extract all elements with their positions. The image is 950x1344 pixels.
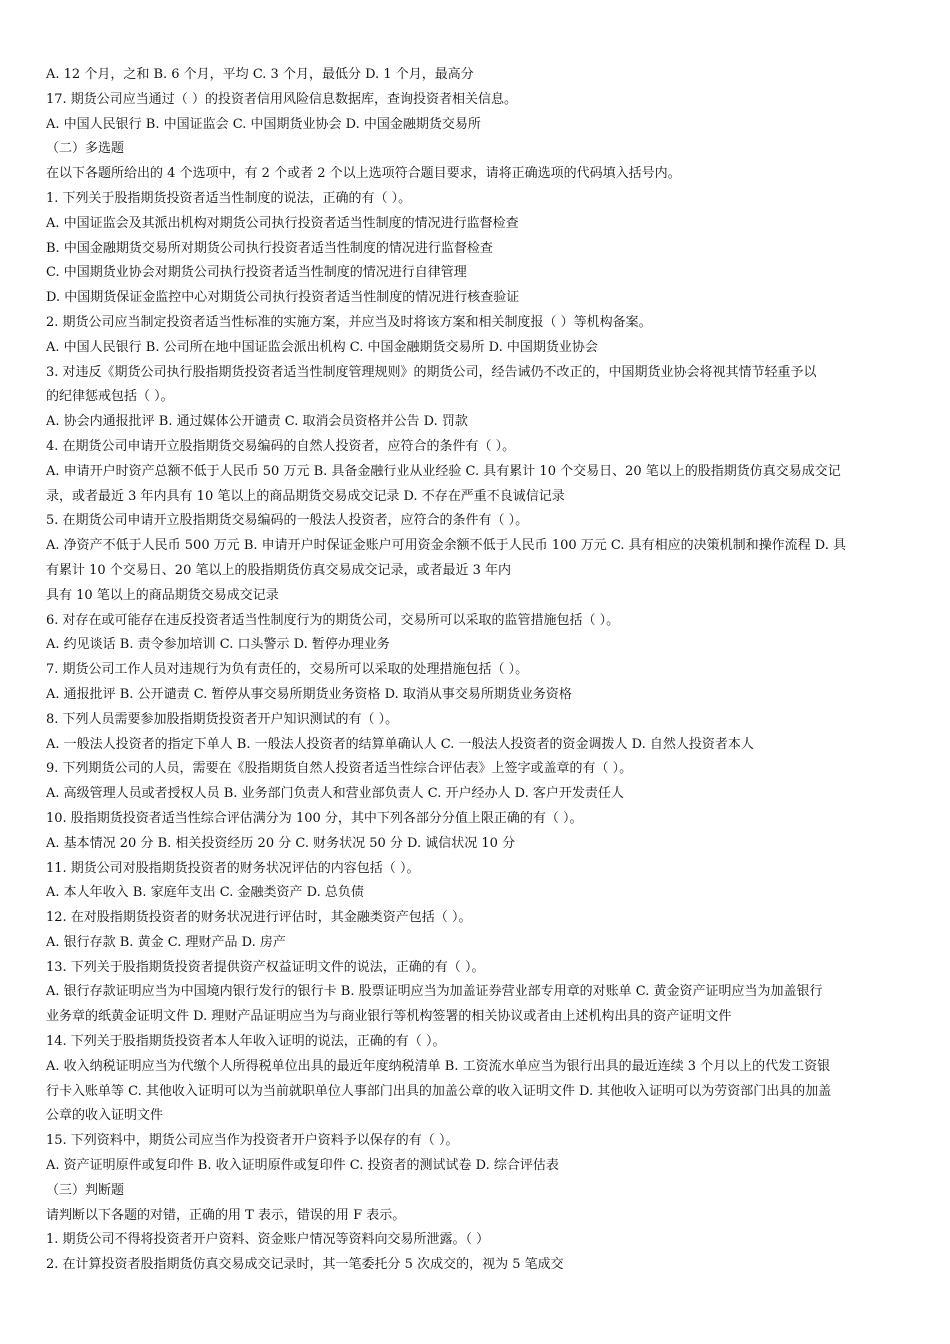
- mc-question-15: 15. 下列资料中，期货公司应当作为投资者开户资料予以保存的有（ ）。: [46, 1133, 459, 1149]
- mc-question-5-options-end: 具有 10 笔以上的商品期货交易成交记录: [46, 587, 279, 603]
- tf-question-2: 2. 在计算投资者股指期货仿真交易成交记录时，其一笔委托分 5 次成交的，视为 5 笔成交: [46, 1257, 564, 1273]
- mc-question-13-options: A. 银行存款证明应当为中国境内银行发行的银行卡 B. 股票证明应当为加盖证券营业部专用章的对账单 C. 黄金资产证明应当为加盖银行: [46, 984, 823, 1000]
- mc-question-15-options: A. 资产证明原件或复印件 B. 收入证明原件或复印件 C. 投资者的测试试卷 D. 综合评估表: [46, 1158, 559, 1174]
- mc-question-5-options-continued: 有累计 10 个交易日、20 笔以上的股指期货仿真交易成交记录，或者最近 3 年内: [46, 562, 512, 578]
- mc-question-4-options: A. 申请开户时资产总额不低于人民币 50 万元 B. 具备金融行业从业经验 C. 具有累计 10 个交易日、20 笔以上的股指期货仿真交易成交记: [46, 463, 841, 479]
- mc-question-13-options-continued: 业务章的纸黄金证明文件 D. 理财产品证明应当为与商业银行等机构签署的相关协议或者由上述机构出具的资产证明文件: [46, 1009, 732, 1025]
- mc-question-10-options: A. 基本情况 20 分 B. 相关投资经历 20 分 C. 财务状况 50 分 D. 诚信状况 10 分: [46, 835, 516, 851]
- mc-question-7-options: A. 通报批评 B. 公开谴责 C. 暂停从事交易所期货业务资格 D. 取消从事交易所期货业务资格: [46, 686, 572, 702]
- section-heading-true-false: （三）判断题: [46, 1182, 125, 1198]
- mc-question-11-options: A. 本人年收入 B. 家庭年支出 C. 金融类资产 D. 总负债: [46, 885, 364, 901]
- answer-options-q17: A. 中国人民银行 B. 中国证监会 C. 中国期货业协会 D. 中国金融期货交易所: [46, 116, 481, 132]
- answer-options-q16: A. 12 个月，之和 B. 6 个月，平均 C. 3 个月，最低分 D. 1 个月，最高分: [46, 67, 474, 82]
- mc-question-6-options: A. 约见谈话 B. 责令参加培训 C. 口头警示 D. 暂停办理业务: [46, 637, 390, 653]
- mc-question-1-option-d: D. 中国期货保证金监控中心对期货公司执行投资者适当性制度的情况进行核查验证: [46, 290, 520, 306]
- mc-question-6: 6. 对存在或可能存在违反投资者适当性制度行为的期货公司，交易所可以采取的监管措施包括（ ）。: [46, 612, 620, 628]
- mc-question-3-options: A. 协会内通报批评 B. 通过媒体公开谴责 C. 取消会员资格并公告 D. 罚款: [46, 414, 468, 430]
- mc-question-11: 11. 期货公司对股指期货投资者的财务状况评估的内容包括（ ）。: [46, 860, 420, 876]
- mc-question-5-options: A. 净资产不低于人民币 500 万元 B. 申请开户时保证金账户可用资金余额不低于人民币 100 万元 C. 具有相应的决策机制和操作流程 D. 具: [46, 538, 846, 554]
- mc-question-5: 5. 在期货公司申请开立股指期货交易编码的一般法人投资者，应符合的条件有（ ）。: [46, 513, 529, 529]
- section-heading-multiple-choice: （二）多选题: [46, 141, 125, 157]
- question-17: 17. 期货公司应当通过（ ）的投资者信用风险信息数据库，查询投资者相关信息。: [46, 91, 517, 107]
- mc-question-3-continued: 的纪律惩戒包括（ ）。: [46, 389, 174, 405]
- mc-question-4-options-continued: 录，或者最近 3 年内具有 10 笔以上的商品期货交易成交记录 D. 不存在严重不良诚信记录: [46, 488, 565, 504]
- mc-question-12-options: A. 银行存款 B. 黄金 C. 理财产品 D. 房产: [46, 934, 286, 950]
- mc-question-14-options-end: 公章的收入证明文件: [46, 1108, 164, 1124]
- mc-question-14-options-continued: 行卡入账单等 C. 其他收入证明可以为当前就职单位人事部门出具的加盖公章的收入证明文件 D. 其他收入证明可以为劳资部门出具的加盖: [46, 1083, 832, 1099]
- mc-question-8: 8. 下列人员需要参加股指期货投资者开户知识测试的有（ ）。: [46, 711, 399, 727]
- mc-question-14: 14. 下列关于股指期货投资者本人年收入证明的说法，正确的有（ ）。: [46, 1034, 446, 1050]
- mc-question-1: 1. 下列关于股指期货投资者适当性制度的说法，正确的有（ ）。: [46, 190, 412, 206]
- mc-question-1-option-b: B. 中国金融期货交易所对期货公司执行投资者适当性制度的情况进行监督检查: [46, 240, 493, 256]
- true-false-instructions: 请判断以下各题的对错，正确的用 T 表示，错误的用 F 表示。: [46, 1207, 406, 1223]
- mc-question-1-option-a: A. 中国证监会及其派出机构对期货公司执行投资者适当性制度的情况进行监督检查: [46, 215, 519, 231]
- mc-question-1-option-c: C. 中国期货业协会对期货公司执行投资者适当性制度的情况进行自律管理: [46, 265, 467, 281]
- mc-question-2: 2. 期货公司应当制定投资者适当性标准的实施方案，并应当及时将该方案和相关制度报（ ）等机构备案。: [46, 314, 652, 330]
- mc-question-3: 3. 对违反《期货公司执行股指期货投资者适当性制度管理规则》的期货公司，经告诫仍不改正的，中国期货业协会将视其情节轻重予以: [46, 364, 817, 380]
- tf-question-1: 1. 期货公司不得将投资者开户资料、资金账户情况等资料向交易所泄露。（ ）: [46, 1232, 490, 1248]
- mc-question-10: 10. 股指期货投资者适当性综合评估满分为 100 分，其中下列各部分分值上限正确的有（ ）。: [46, 810, 583, 826]
- mc-question-14-options: A. 收入纳税证明应当为代缴个人所得税单位出具的最近年度纳税清单 B. 工资流水单应当为银行出具的最近连续 3 个月以上的代发工资银: [46, 1058, 831, 1074]
- section-instructions: 在以下各题所给出的 4 个选项中，有 2 个或者 2 个以上选项符合题目要求，请将正确选项的代码填入括号内。: [46, 166, 681, 182]
- mc-question-9-options: A. 高级管理人员或者授权人员 B. 业务部门负责人和营业部负责人 C. 开户经办人 D. 客户开发责任人: [46, 786, 624, 802]
- mc-question-2-options: A. 中国人民银行 B. 公司所在地中国证监会派出机构 C. 中国金融期货交易所 D. 中国期货业协会: [46, 339, 598, 355]
- mc-question-8-options: A. 一般法人投资者的指定下单人 B. 一般法人投资者的结算单确认人 C. 一般法人投资者的资金调拨人 D. 自然人投资者本人: [46, 736, 754, 752]
- mc-question-9: 9. 下列期货公司的人员，需要在《股指期货自然人投资者适当性综合评估表》上签字或盖章的有（ ）。: [46, 761, 633, 777]
- mc-question-13: 13. 下列关于股指期货投资者提供资产权益证明文件的说法，正确的有（ ）。: [46, 959, 485, 975]
- mc-question-7: 7. 期货公司工作人员对违规行为负有责任的，交易所可以采取的处理措施包括（ ）。: [46, 662, 529, 678]
- mc-question-4: 4. 在期货公司申请开立股指期货交易编码的自然人投资者，应符合的条件有（ ）。: [46, 438, 516, 454]
- document-page: [46, 63, 906, 1278]
- mc-question-12: 12. 在对股指期货投资者的财务状况进行评估时，其金融类资产包括（ ）。: [46, 910, 472, 926]
